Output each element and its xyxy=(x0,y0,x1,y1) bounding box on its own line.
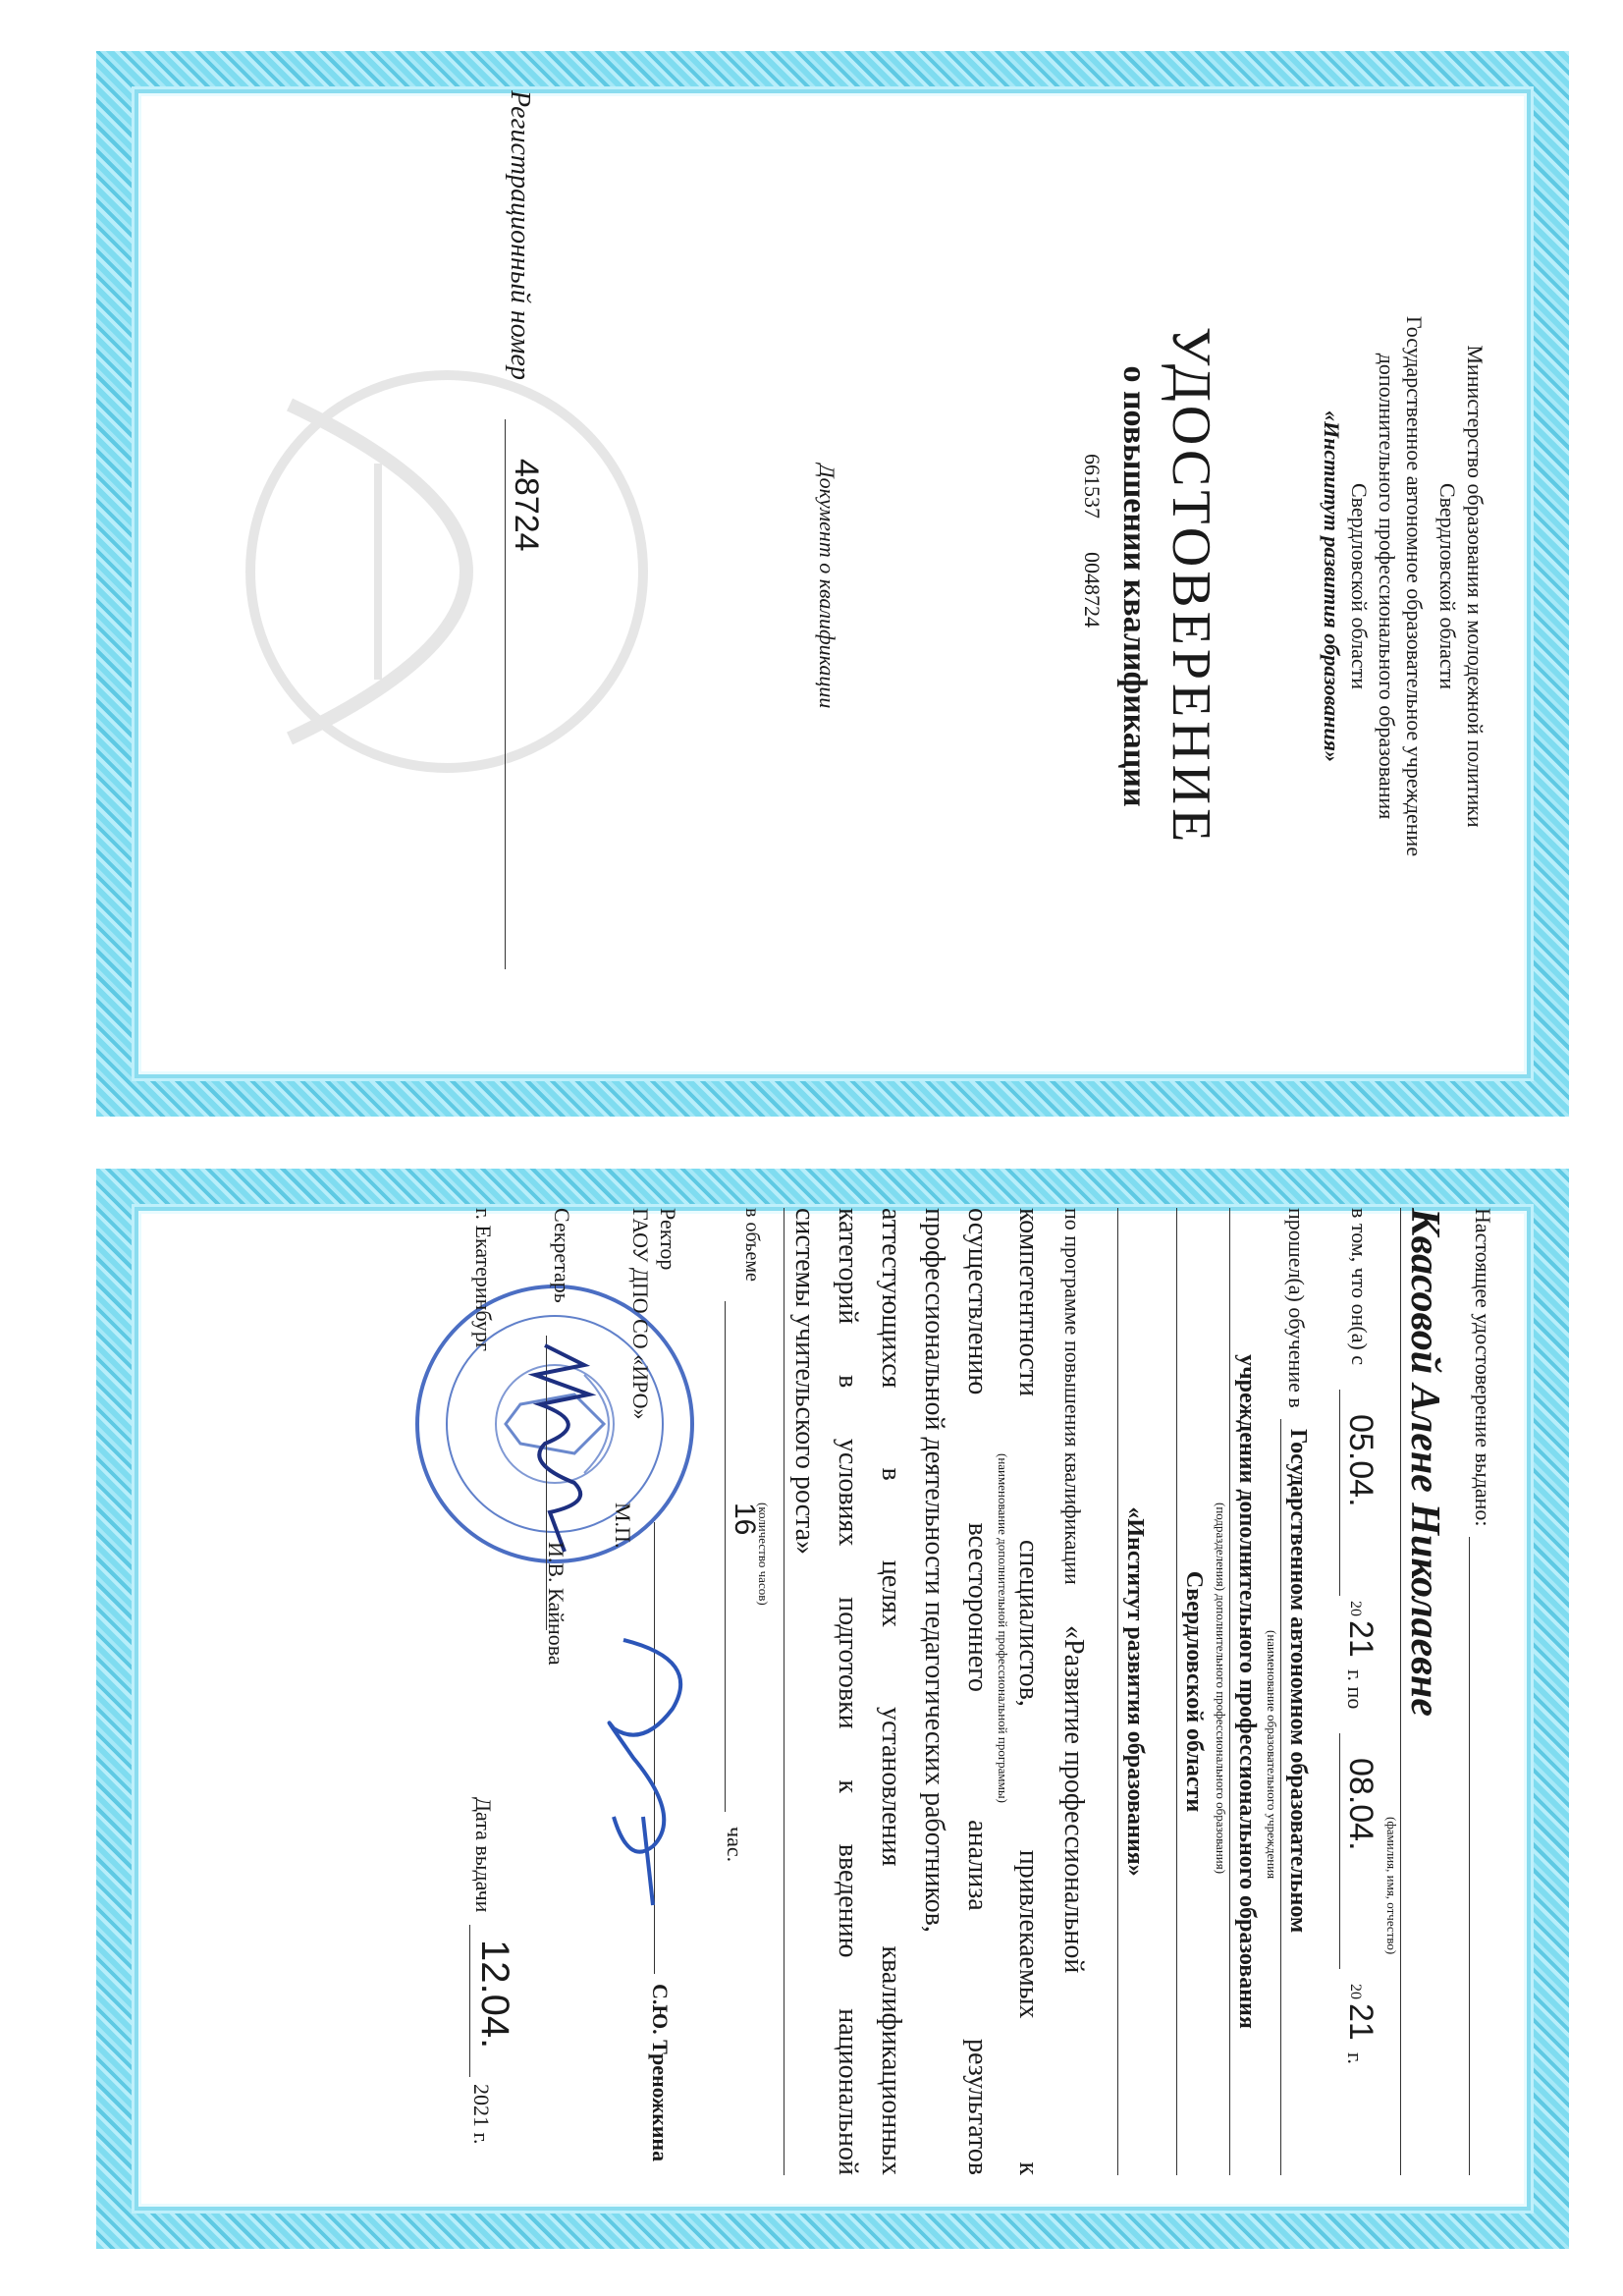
program-line-4: профессиональной деятельности педагогических работников, xyxy=(919,1208,949,1933)
region-name: Свердловской области xyxy=(1435,483,1460,689)
issue-date-rule xyxy=(469,1925,470,2077)
document-number: 0048724 xyxy=(1080,552,1105,628)
start-date: 05.04. xyxy=(1342,1414,1380,1507)
recipient-rule xyxy=(1400,1208,1401,2175)
document-series: 661537 xyxy=(1080,454,1105,519)
issued-to-label: Настоящее удостоверение выдано: xyxy=(1471,1208,1495,1527)
rector-signature xyxy=(594,1620,712,1915)
program-line-1: «Развитие профессиональной xyxy=(1058,1625,1089,1974)
org-rule-3 xyxy=(1176,1208,1177,2175)
end-year-prefix: 20 xyxy=(1347,1984,1364,1999)
program-line-5: аттестующихся в целях установления квалификационных xyxy=(876,1208,906,2175)
registration-rule xyxy=(505,419,506,969)
organization-line-3: Свердловской области xyxy=(1181,1570,1207,1813)
stamp-mark: М.П. xyxy=(611,1503,635,1549)
org-rule-1 xyxy=(1280,1419,1281,2175)
institution-line-1: Государственное автономное образовательное учреждение xyxy=(1402,315,1427,857)
hours-rule xyxy=(725,1301,726,1812)
recipient-caption: (фамилия, имя, отчество) xyxy=(1384,1817,1399,1955)
ministry-name: Министерство образования и молодежной политики xyxy=(1463,345,1488,828)
organization-caption-2: (подразделения) дополнительного профессионального образования) xyxy=(1214,1503,1228,1875)
hours-caption: (количество часов) xyxy=(756,1503,771,1606)
volume-label: в объеме xyxy=(741,1208,763,1282)
issue-date-label: Дата выдачи xyxy=(471,1797,496,1913)
program-line-3: осуществлению всестороннего анализа результатов xyxy=(962,1208,993,2175)
rector-label: Ректор xyxy=(656,1208,680,1271)
registration-label: Регистрационный номер xyxy=(505,90,535,380)
issue-city: г. Екатеринбург xyxy=(471,1208,496,1351)
issued-to-rule xyxy=(1469,1537,1470,2175)
studied-label: прошел(а) обучение в xyxy=(1284,1208,1309,1408)
rector-name: С.Ю. Треножкина xyxy=(648,1984,673,2162)
institution-name: «Институт развития образования» xyxy=(1320,410,1344,762)
hours-value: 16 xyxy=(729,1503,761,1536)
institution-line-3: Свердловской области xyxy=(1347,483,1372,689)
program-line-2: компетентности специалистов, привлекаемых к xyxy=(1013,1208,1044,2175)
document-title: УДОСТОВЕРЕНИЕ xyxy=(1161,326,1221,847)
issue-date: 12.04. xyxy=(473,1940,516,2050)
program-caption: (наименование дополнительной профессиональной программы) xyxy=(996,1453,1010,1803)
program-label: по программе повышения квалификации xyxy=(1060,1208,1085,1585)
period-label: в том, что он(а) с xyxy=(1347,1208,1372,1366)
org-rule-4 xyxy=(1117,1208,1118,2175)
watermark-emblem xyxy=(191,316,702,827)
org-rule-2 xyxy=(1229,1208,1230,2175)
institution-line-2: дополнительного профессионального образования xyxy=(1375,353,1399,820)
start-date-rule xyxy=(1339,1390,1340,1596)
document-type: Документ о квалификации xyxy=(815,464,839,709)
organization-line-4: «Институт развития образования» xyxy=(1122,1506,1148,1877)
organization-short-name: ГАОУ ДПО СО «ИРО» xyxy=(628,1208,653,1420)
program-line-6: категорий в условиях подготовки к введению национальной xyxy=(833,1208,863,2175)
issue-year: 2021 г. xyxy=(469,2084,494,2145)
year-suffix: г. xyxy=(1343,2052,1368,2065)
registration-number: 48724 xyxy=(508,459,545,552)
end-year: 21 xyxy=(1342,2003,1380,2041)
document-subtitle: о повышении квалификации xyxy=(1116,365,1153,807)
hours-unit: час. xyxy=(723,1827,747,1863)
start-year: 21 xyxy=(1342,1620,1380,1658)
start-year-prefix: 20 xyxy=(1347,1601,1364,1616)
secretary-name: И.В. Кайнова xyxy=(544,1542,568,1666)
program-line-7: системы учительского роста» xyxy=(789,1208,820,1556)
organization-caption-1: (наименование образовательного учреждения xyxy=(1265,1630,1279,1880)
secretary-signature xyxy=(515,1336,604,1561)
certificate-cover-page xyxy=(113,90,1517,1082)
organization-line-1: Государственном автономном образовательном xyxy=(1285,1429,1311,1934)
to-label: г. по xyxy=(1343,1669,1368,1710)
secretary-label: Секретарь xyxy=(550,1208,574,1303)
certificate-content-page xyxy=(113,1208,1517,2210)
end-date-rule xyxy=(1339,1733,1340,1969)
recipient-name: Квасовой Алене Николаевне xyxy=(1402,1208,1447,1717)
organization-line-2: учреждении дополнительного профессионального образования xyxy=(1234,1354,1260,2029)
end-date: 08.04. xyxy=(1342,1758,1380,1851)
